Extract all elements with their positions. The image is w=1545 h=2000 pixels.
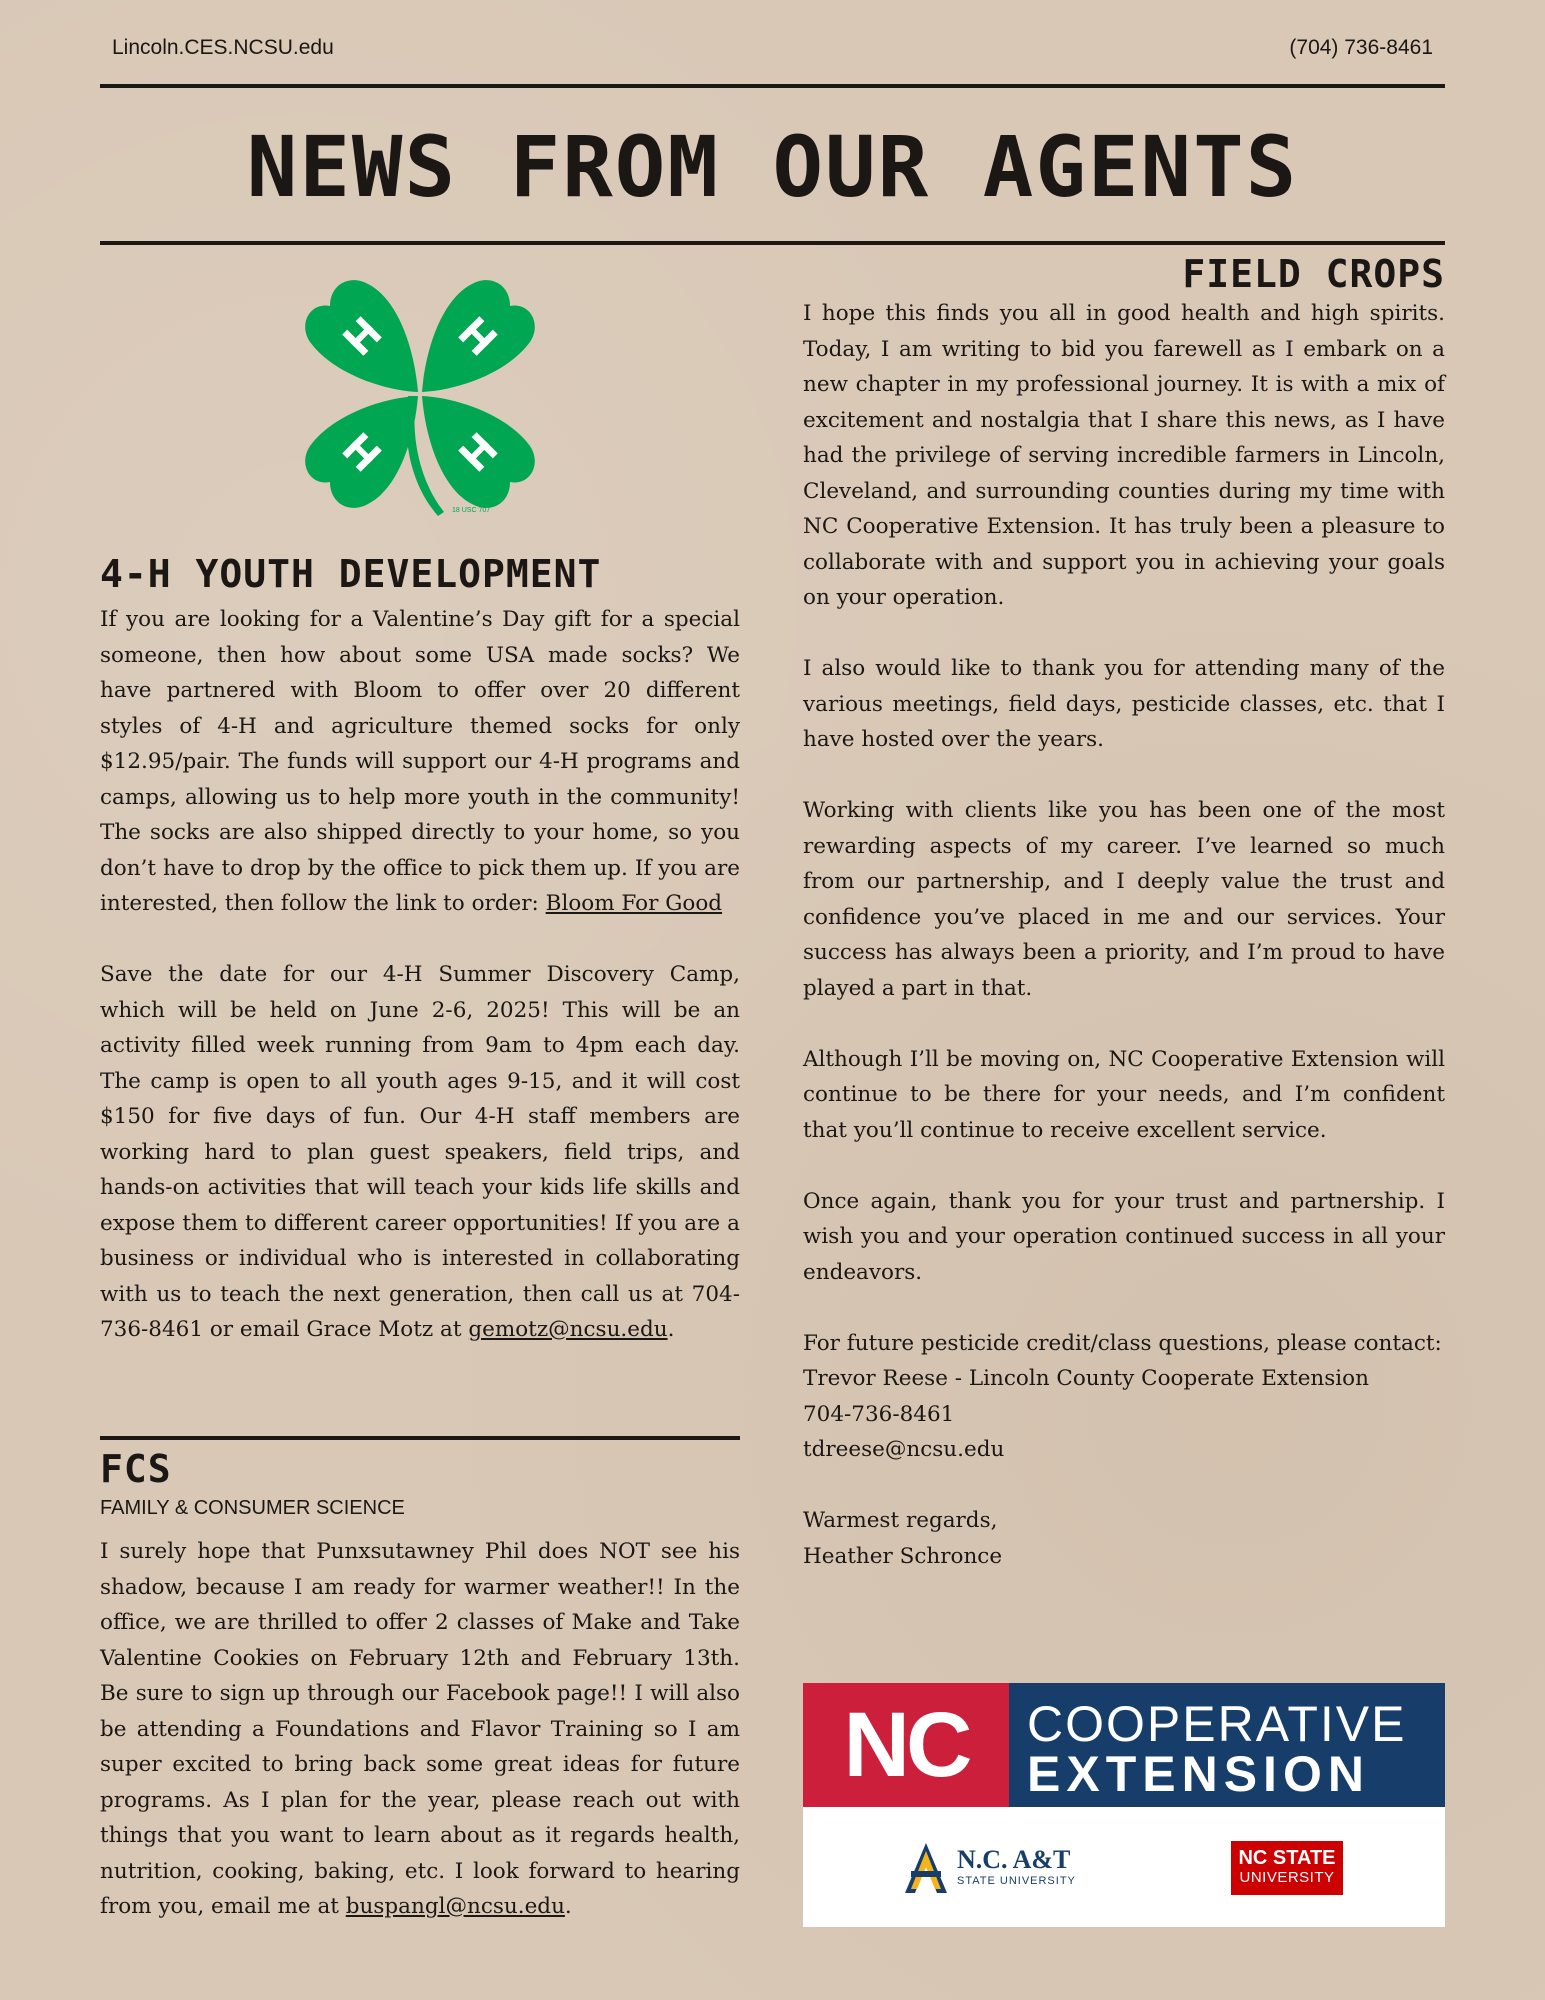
masthead-title: NEWS FROM OUR AGENTS bbox=[246, 118, 1299, 216]
nc-cooperative-extension-logo bbox=[803, 1683, 1445, 1927]
nc-mark: NC bbox=[803, 1683, 1009, 1807]
contact-phone: 704-736-8461 bbox=[803, 1401, 955, 1427]
ncat-name: N.C. A&T bbox=[957, 1845, 1071, 1874]
ncstate-line-1: NC STATE bbox=[1238, 1847, 1336, 1869]
field-crops-section bbox=[803, 252, 1445, 1574]
crops-paragraph-5: Once again, thank you for your trust and partnership. I wish you and your operation continued success in all your endeavors. bbox=[803, 1188, 1445, 1285]
ncstate-logo bbox=[1231, 1841, 1343, 1895]
phone-text: (704) 736-8461 bbox=[1289, 36, 1433, 59]
youth-section bbox=[100, 552, 740, 1348]
4-h-clover-icon bbox=[300, 272, 540, 518]
crops-paragraph-4: Although I’ll be moving on, NC Cooperative Extension will continue to be there for your needs, and I’m confident that you’ll continue to receive excellent service. bbox=[803, 1046, 1445, 1143]
fcs-section bbox=[100, 1447, 740, 1925]
extension-wordmark bbox=[1009, 1683, 1445, 1807]
gemotz-email-link[interactable]: gemotz@ncsu.edu bbox=[468, 1317, 668, 1342]
crops-paragraph-2: I also would like to thank you for attending many of the various meetings, field days, pesticide classes, etc. that I have hosted over the years. bbox=[803, 656, 1445, 752]
aggie-emblem-icon bbox=[903, 1841, 949, 1895]
ncat-sub: STATE UNIVERSITY bbox=[957, 1875, 1076, 1887]
logo-line-1: COOPERATIVE bbox=[1027, 1696, 1407, 1752]
fcs-rule bbox=[100, 1436, 740, 1440]
fcs-paragraph: I surely hope that Punxsutawney Phil does NOT see his shadow, because I am ready for warmer weather!! In the office, we are thrilled to offer 2 classes of Make and Take Valentine Cookies on February 12th and February 13th. Be sure to sign up through our Facebook page!! I will also be attending a Foundations and Flavor Training so I am super excited to bring back some great ideas for future programs. As I plan for the year, please reach out with things that you want to learn about as it regards health, nutrition, cooking, baking, etc. I look forward to hearing from you, email me at buspangl@ncsu.edu. bbox=[100, 1539, 740, 1919]
clover-mark: 18 USC 707 bbox=[452, 507, 491, 514]
top-bar bbox=[112, 36, 1433, 66]
contact-name: Trevor Reese - Lincoln County Cooperate Extension bbox=[803, 1366, 1369, 1391]
contact-intro: For future pesticide credit/class questions, please contact: bbox=[803, 1330, 1442, 1356]
ncstate-line-2: UNIVERSITY bbox=[1239, 1869, 1335, 1886]
signature: Heather Schronce bbox=[803, 1543, 1003, 1569]
website-text[interactable]: Lincoln.CES.NCSU.edu bbox=[112, 36, 334, 59]
bloom-link[interactable]: Bloom For Good bbox=[545, 891, 723, 916]
fcs-subheading: FAMILY & CONSUMER SCIENCE bbox=[100, 1497, 405, 1519]
youth-paragraph-1: If you are looking for a Valentine’s Day gift for a special someone, then how about some USA made socks? We have partnered with Bloom to offer over 20 different styles of 4-H and agriculture themed socks for only $12.95/pair. The funds will support our 4-H programs and camps, allowing us to help more youth in the community! The socks are also shipped directly to your home, so you don’t have to drop by the office to pick them up. If you are interested, then follow the link to order: Bloom For Good bbox=[100, 607, 740, 916]
crops-paragraph-1: I hope this finds you all in good health and high spirits. Today, I am writing to bid you farewell as I embark on a new chapter in my professional journey. It is with a mix of excitement and nostalgia that I share this news, as I have had the privilege of serving incredible farmers in Lincoln, Cleveland, and surrounding counties during my time with NC Cooperative Extension. It has truly been a pleasure to collaborate with and support you in achieving your goals on your operation. bbox=[803, 301, 1445, 610]
youth-paragraph-2: Save the date for our 4-H Summer Discovery Camp, which will be held on June 2-6, 2025! This will be an activity filled week running from 9am to 4pm each day. The camp is open to all youth ages 9-15, and it will cost $150 for five days of fun. Our 4-H staff members are working hard to plan guest speakers, field trips, and hands-on activities that will teach your kids life skills and expose them to different career opportunities! If you are a business or individual who is interested in collaborating with us to teach the next generation, then call us at 704-736-8461 or email Grace Motz at gemotz@ncsu.edu. bbox=[100, 962, 740, 1342]
contact-email[interactable]: tdreese@ncsu.edu bbox=[803, 1437, 1005, 1462]
closing: Warmest regards, bbox=[803, 1508, 998, 1533]
field-crops-heading: FIELD CROPS bbox=[1182, 252, 1445, 296]
masthead-rule bbox=[100, 241, 1445, 245]
fcs-heading: FCS bbox=[100, 1447, 172, 1491]
youth-heading: 4-H YOUTH DEVELOPMENT bbox=[100, 552, 602, 596]
logo-line-2: EXTENSION bbox=[1027, 1746, 1370, 1802]
crops-paragraph-3: Working with clients like you has been one of the most rewarding aspects of my career. I’ve learned so much from our partnership, and I deeply value the trust and confidence you’ve placed in me and our services. Your success has always been a priority, and I’m proud to have played a part in that. bbox=[803, 798, 1445, 1001]
buspangl-email-link[interactable]: buspangl@ncsu.edu bbox=[345, 1894, 565, 1919]
top-rule bbox=[100, 84, 1445, 88]
